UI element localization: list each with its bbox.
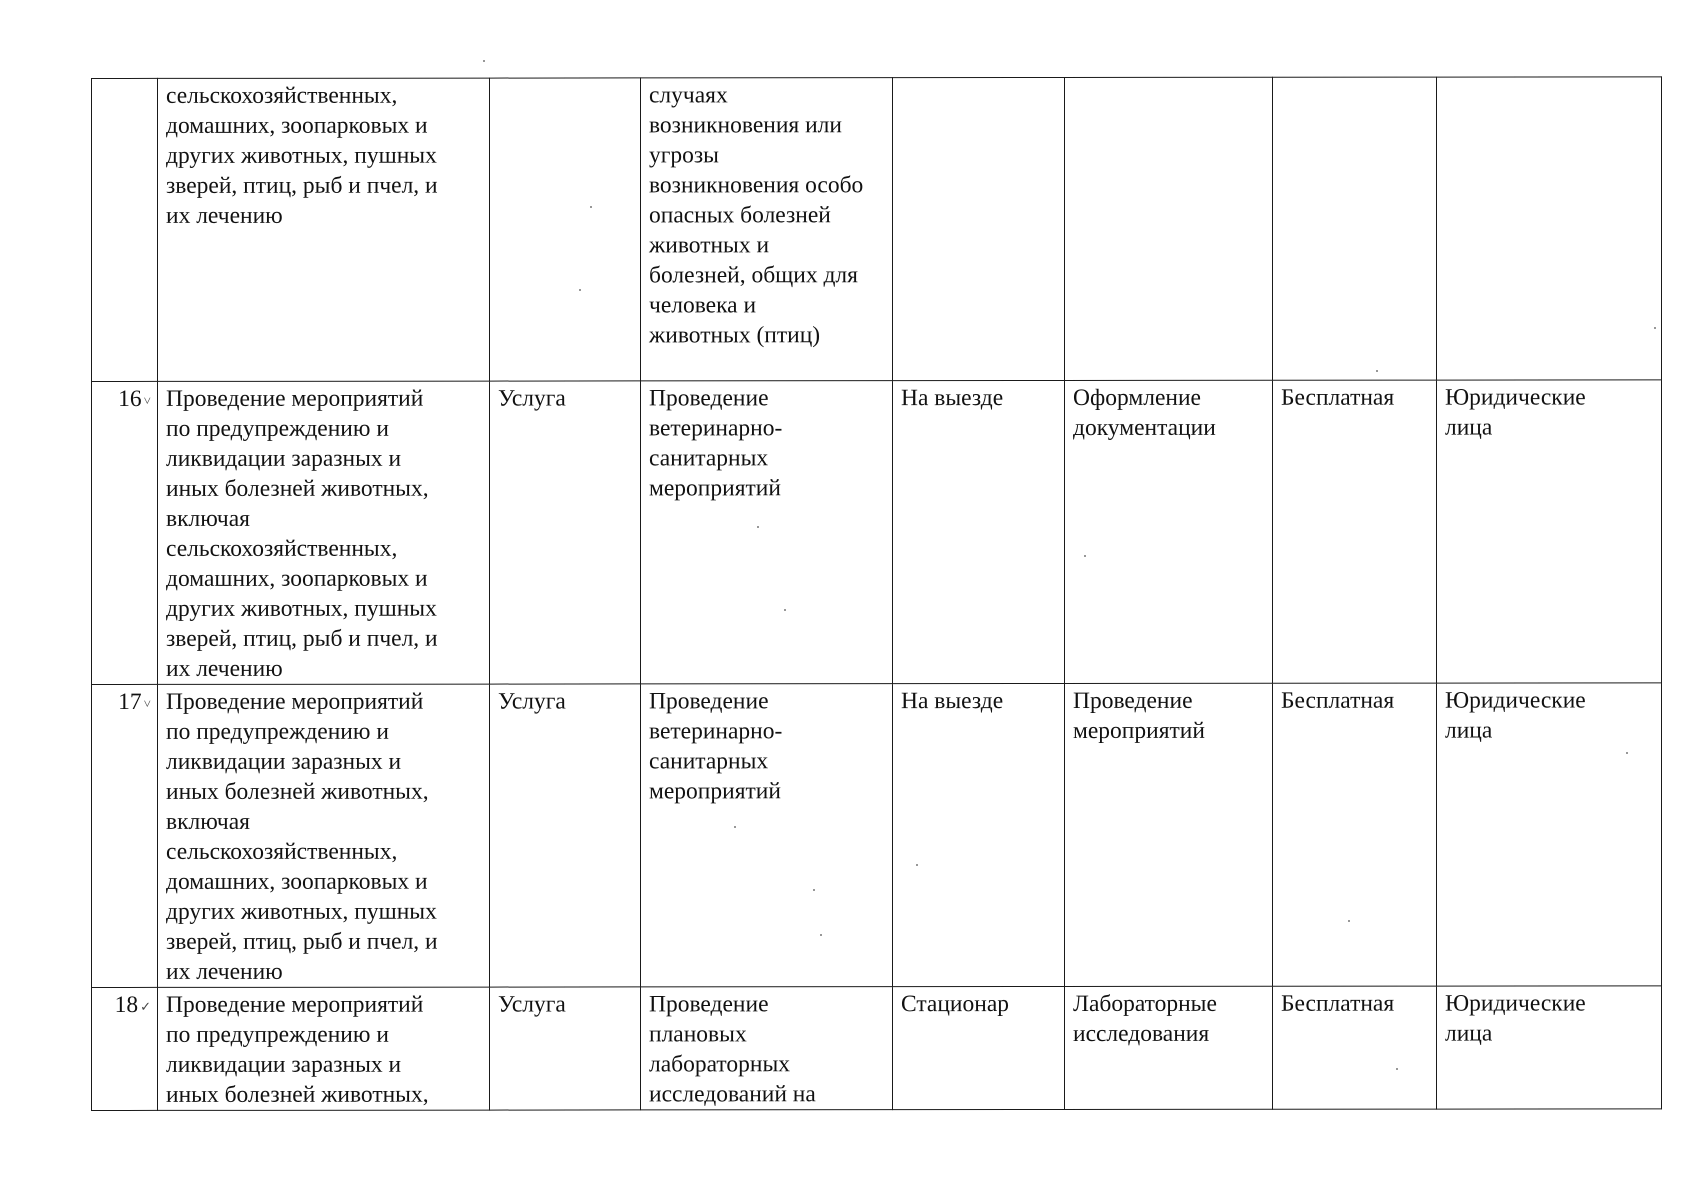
service-result-cell xyxy=(1065,77,1273,380)
service-type-cell xyxy=(490,78,641,381)
scan-speck xyxy=(1654,327,1656,329)
table-row xyxy=(92,380,1662,685)
scan-speck xyxy=(734,826,736,828)
scan-speck xyxy=(590,206,592,208)
service-name-cell: Проведение мероприятий по предупреждению и ликвидации заразных и иных болезней животных, включая сельскохозяйственных, домашних, зоопарковых и других животных, пушных зверей, птиц, рыб и пчел, и их лечению xyxy=(158,684,490,987)
table-row xyxy=(92,986,1662,1111)
scan-speck xyxy=(1626,752,1628,754)
recipients-cell xyxy=(1437,77,1662,380)
scan-speck xyxy=(579,289,581,291)
service-name-cell: Проведение мероприятий по предупреждению и ликвидации заразных и иных болезней животных, включая сельскохозяйственных, домашних, зоопарковых и других животных, пушных зверей, птиц, рыб и пчел, и их лечению xyxy=(158,381,490,684)
row-number: 17 xyxy=(118,688,142,715)
row-number-cell xyxy=(92,381,158,684)
table-row xyxy=(92,77,1662,382)
service-content-cell: случаях возникновения или угрозы возникновения особо опасных болезней животных и болезней, общих для человека и животных (птиц) xyxy=(641,78,893,381)
service-content-cell: Проведение ветеринарно- санитарных мероприятий xyxy=(641,381,893,684)
row-number: 18 xyxy=(114,991,139,1018)
services-table xyxy=(91,76,1662,1111)
service-type-cell: Услуга xyxy=(490,987,641,1110)
service-content-cell: Проведение плановых лабораторных исследований на xyxy=(641,987,893,1110)
row-number-cell xyxy=(92,987,158,1110)
service-result-cell: Лабораторные исследования xyxy=(1065,986,1273,1109)
service-content-cell: Проведение ветеринарно- санитарных мероприятий xyxy=(641,684,893,987)
scan-speck xyxy=(1396,1068,1398,1070)
payment-cell: Бесплатная xyxy=(1273,380,1437,683)
scan-speck xyxy=(916,864,918,866)
service-name-cell: сельскохозяйственных, домашних, зоопарковых и других животных, пушных зверей, птиц, рыб и пчел, и их лечению xyxy=(158,78,490,381)
table-body xyxy=(92,77,1662,1111)
row-number-cell xyxy=(92,78,158,381)
check-mark: ˅ xyxy=(143,695,151,711)
scan-speck xyxy=(820,934,822,936)
service-type-cell: Услуга xyxy=(490,684,641,987)
recipients-cell: Юридические лица xyxy=(1437,380,1662,683)
service-name-cell: Проведение мероприятий по предупреждению и ликвидации заразных и иных болезней животных, xyxy=(158,987,490,1110)
recipients-cell: Юридические лица xyxy=(1437,683,1662,986)
scan-speck xyxy=(813,889,815,891)
recipients-cell: Юридические лица xyxy=(1437,986,1662,1109)
service-place-cell: На выезде xyxy=(893,683,1065,986)
service-place-cell xyxy=(893,77,1065,380)
service-type-cell: Услуга xyxy=(490,381,641,684)
payment-cell: Бесплатная xyxy=(1273,683,1437,986)
payment-cell: Бесплатная xyxy=(1273,986,1437,1109)
service-result-cell: Оформление документации xyxy=(1065,380,1273,683)
payment-cell xyxy=(1273,77,1437,380)
service-result-cell: Проведение мероприятий xyxy=(1065,683,1273,986)
table-row xyxy=(92,683,1662,988)
scan-speck xyxy=(1348,920,1350,922)
check-mark: ˅ xyxy=(143,392,151,408)
check-mark: ✓ xyxy=(140,998,151,1014)
row-number-cell xyxy=(92,684,158,987)
service-place-cell: На выезде xyxy=(893,380,1065,683)
row-number: 16 xyxy=(118,385,142,412)
scan-speck xyxy=(483,60,485,62)
scan-speck xyxy=(1084,555,1086,557)
service-place-cell: Стационар xyxy=(893,986,1065,1109)
scan-speck xyxy=(784,609,786,611)
scan-speck xyxy=(757,526,759,528)
scan-speck xyxy=(1376,370,1378,372)
